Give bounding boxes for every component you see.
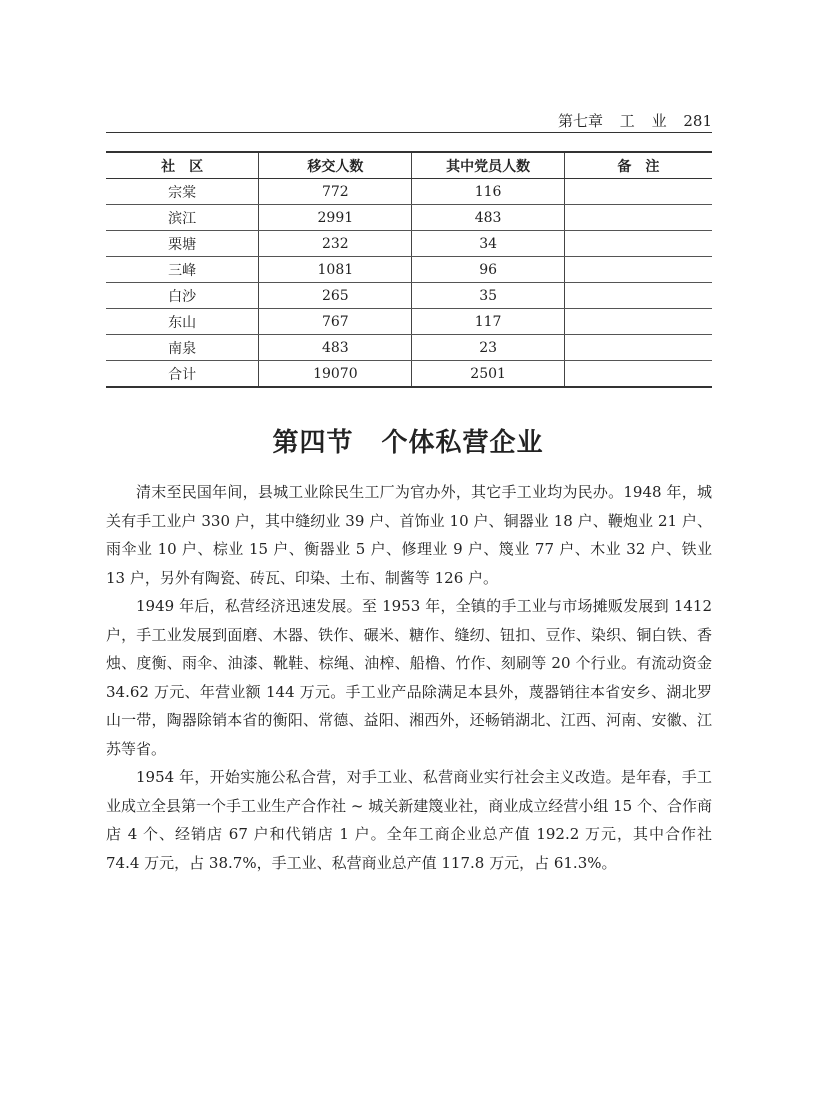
- table-header-row: [106, 152, 712, 179]
- table-row: [106, 335, 712, 361]
- table-row: [106, 257, 712, 283]
- cell-remarks: [564, 179, 712, 205]
- chapter-label: 第七章: [557, 112, 603, 130]
- cell-community: 宗棠: [106, 179, 259, 205]
- transfer-table: [106, 151, 712, 388]
- cell-remarks: [564, 309, 712, 335]
- header-transferred: 移交人数: [259, 152, 412, 179]
- cell-community: 东山: [106, 309, 259, 335]
- header-party-members: 其中党员人数: [412, 152, 564, 179]
- cell-party-members: 117: [412, 309, 564, 335]
- paragraph: 1954 年，开始实施公私合营，对手工业、私营商业实行社会主义改造。是年春，手工业成立全县第一个手工业生产合作社 ~ 城关新建篾业社，商业成立经营小组 15 个、合作商店 4 个、经销店 67 户和代销店 1 户。全年工商企业总产值 192.2 万元，其中合作社 74.4 万元，占 38.7%，手工业、私营商业总产值 117.8 万元，占 61.3%。: [106, 768, 712, 872]
- cell-party-members: 116: [412, 179, 564, 205]
- table-row: [106, 179, 712, 205]
- cell-transferred: 483: [259, 335, 412, 361]
- cell-party-members: 96: [412, 257, 564, 283]
- chapter-title-1: 工: [619, 112, 635, 130]
- body-text: [106, 478, 712, 877]
- paragraph: 清末至民国年间，县城工业除民生工厂为官办外，其它手工业均为民办。1948 年，城关有手工业户 330 户，其中缝纫业 39 户、首饰业 10 户、铜器业 18 户、鞭炮业 21 户、雨伞业 10 户、棕业 15 户、衡器业 5 户、修理业 9 户、篾业 77 户、木业 32 户、铁业 13 户，另外有陶瓷、砖瓦、印染、土布、制酱等 126 户。: [106, 483, 712, 587]
- cell-community: 合计: [106, 361, 259, 388]
- section-title: 个体私营企业: [381, 428, 544, 458]
- cell-community: 白沙: [106, 283, 259, 309]
- cell-remarks: [564, 231, 712, 257]
- paragraph: 1949 年后，私营经济迅速发展。至 1953 年，全镇的手工业与市场摊贩发展到 1412 户，手工业发展到面磨、木器、铁作、碾米、糖作、缝纫、钮扣、豆作、染织、铜白铁、香烛、度衡、雨伞、油漆、靴鞋、棕绳、油榨、船橹、竹作、刻刷等 20 个行业。有流动资金 34.62 万元、年营业额 144 万元。手工业产品除满足本县外，蔑器销往本省安乡、湖北罗山一带，陶器除销本省的衡阳、常德、益阳、湘西外，还畅销湖北、江西、河南、安徽、江苏等省。: [106, 597, 712, 758]
- cell-transferred: 2991: [259, 205, 412, 231]
- cell-party-members: 483: [412, 205, 564, 231]
- cell-transferred: 19070: [259, 361, 412, 388]
- cell-remarks: [564, 257, 712, 283]
- cell-party-members: 34: [412, 231, 564, 257]
- section-heading: [0, 422, 816, 459]
- cell-remarks: [564, 283, 712, 309]
- cell-community: 滨江: [106, 205, 259, 231]
- table-row: [106, 205, 712, 231]
- cell-transferred: 772: [259, 179, 412, 205]
- cell-remarks: [564, 335, 712, 361]
- cell-party-members: 35: [412, 283, 564, 309]
- cell-transferred: 767: [259, 309, 412, 335]
- page-number: 281: [683, 112, 712, 130]
- cell-party-members: 2501: [412, 361, 564, 388]
- table-row: [106, 231, 712, 257]
- cell-community: 三峰: [106, 257, 259, 283]
- cell-remarks: [564, 361, 712, 388]
- cell-transferred: 232: [259, 231, 412, 257]
- cell-party-members: 23: [412, 335, 564, 361]
- cell-remarks: [564, 205, 712, 231]
- chapter-title-2: 业: [651, 112, 667, 130]
- cell-transferred: 1081: [259, 257, 412, 283]
- cell-transferred: 265: [259, 283, 412, 309]
- cell-community: 栗塘: [106, 231, 259, 257]
- table-row: [106, 283, 712, 309]
- running-head: [106, 112, 712, 133]
- table-row-total: [106, 361, 712, 388]
- header-remarks: 备 注: [564, 152, 712, 179]
- section-number: 第四节: [272, 428, 354, 458]
- table-row: [106, 309, 712, 335]
- header-community: 社 区: [106, 152, 259, 179]
- cell-community: 南泉: [106, 335, 259, 361]
